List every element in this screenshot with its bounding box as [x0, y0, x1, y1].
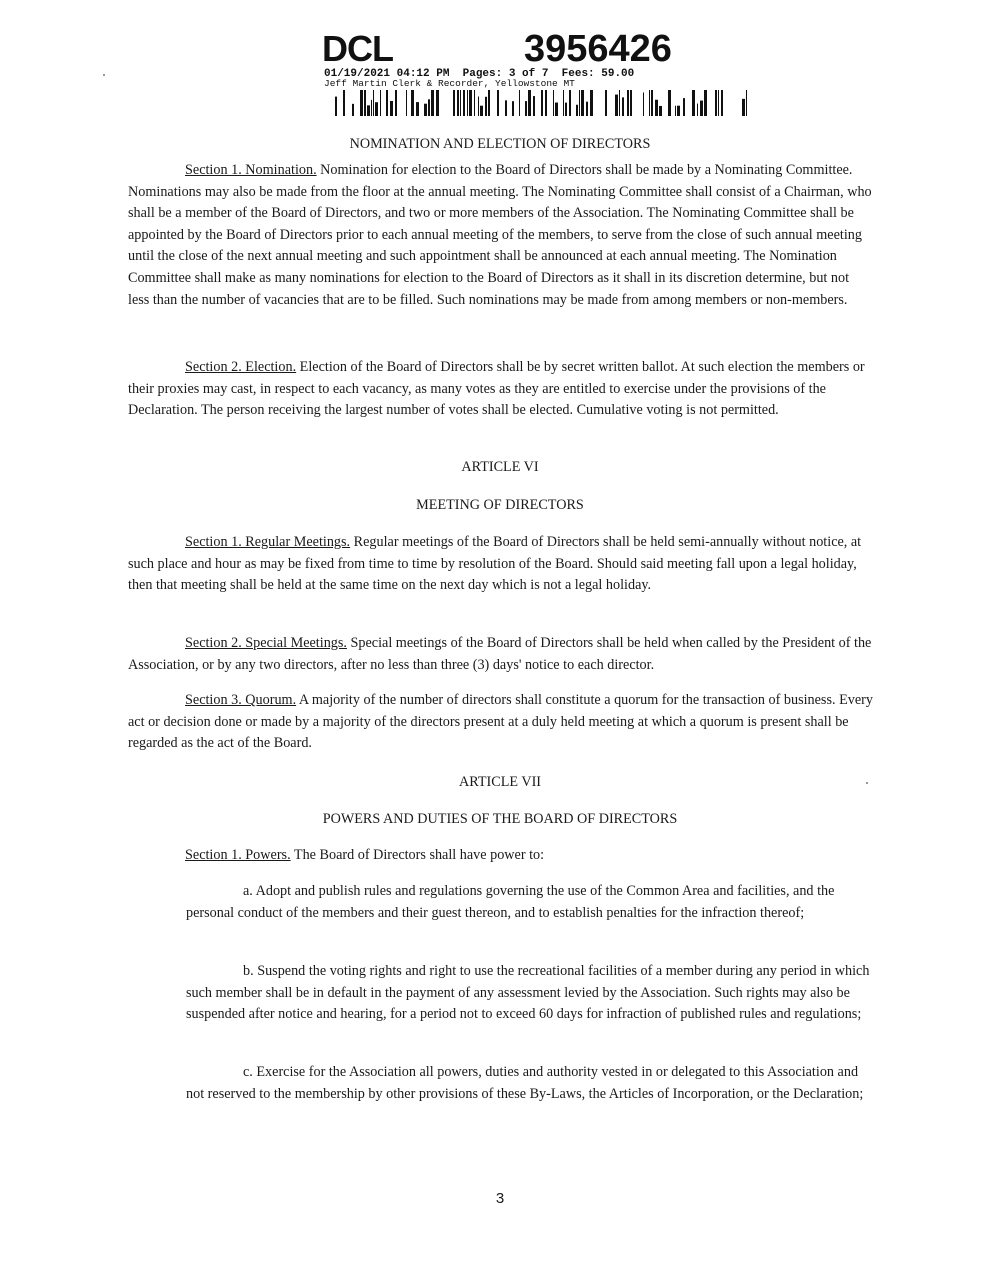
barcode-bar [485, 97, 487, 116]
barcode-bar [742, 99, 745, 116]
barcode-bar [428, 99, 430, 116]
barcode-bar [545, 90, 547, 116]
barcode-bar [474, 90, 475, 116]
powers-item-c: c. Exercise for the Association all powers, duties and authority vested in or delegated to this Association and not reserved to the membership by other provisions of these By-Laws, the Articles of Incorporation, or the Declaration; [186, 1064, 864, 1102]
barcode-bar [373, 90, 374, 116]
barcode-bar [488, 90, 490, 116]
section-election [128, 357, 873, 422]
barcode-bar [622, 97, 624, 116]
barcode-bar [343, 90, 345, 116]
barcode-bar [416, 102, 419, 116]
scan-speck [866, 782, 868, 784]
barcode-bar [411, 90, 414, 116]
section-powers [128, 845, 873, 867]
barcode-bar [615, 95, 618, 116]
section-powers-text: The Board of Directors shall have power to: [290, 847, 545, 863]
barcode-bar [469, 90, 472, 116]
page-number: 3 [495, 1190, 505, 1207]
barcode-bar [715, 90, 717, 116]
barcode-bar [463, 90, 465, 116]
barcode-bar [692, 90, 695, 116]
barcode-bar [525, 101, 527, 116]
barcode-bar [697, 104, 698, 116]
barcode-bar [367, 105, 370, 116]
heading-meeting: MEETING OF DIRECTORS [416, 497, 584, 513]
barcode-bar [457, 90, 459, 116]
section-special-meetings-label: Section 2. Special Meetings. [185, 635, 347, 651]
scan-speck [103, 74, 105, 76]
barcode-bar [541, 90, 543, 116]
section-quorum-label: Section 3. Quorum. [185, 692, 297, 708]
barcode-bar [675, 106, 676, 116]
barcode-bar [380, 90, 381, 116]
heading-nomination: NOMINATION AND ELECTION OF DIRECTORS [349, 136, 651, 152]
barcode-bar [643, 92, 644, 116]
article-vii-title: ARTICLE VII [458, 774, 542, 790]
section-quorum-text: A majority of the number of directors shall constitute a quorum for the transaction of business. Every act or decision done or made by a majority of the directors present at a duly held meeting at which a quorum is present shall be regarded as the act of the Board. [128, 692, 873, 752]
stamp-prefix: DCL [322, 28, 393, 69]
barcode-bar [581, 90, 584, 116]
barcode-bar [371, 100, 372, 116]
barcode-bar [364, 90, 366, 116]
barcode-bar [683, 98, 685, 116]
barcode-bar [395, 90, 397, 116]
barcode-bar [565, 103, 567, 116]
section-powers-label: Section 1. Powers. [185, 847, 291, 863]
barcode-bar [586, 102, 588, 116]
barcode-bar [406, 90, 407, 116]
barcode-bar [478, 97, 479, 116]
section-regular-meetings-label: Section 1. Regular Meetings. [185, 534, 351, 550]
barcode-bar [436, 90, 439, 116]
heading-powers: POWERS AND DUTIES OF THE BOARD OF DIRECTORS [322, 811, 678, 827]
barcode-bar [605, 90, 607, 116]
powers-item-b: b. Suspend the voting rights and right to use the recreational facilities of a member during any period in which such member shall be in default in the payment of any assessment levied by the Association. Such rights may also be suspended after notice and hearing, for a period not to exceed 60 days for infraction of published rules and regulations; [186, 963, 870, 1023]
barcode-bar [360, 90, 363, 116]
barcode-bar [519, 90, 520, 116]
barcode-bar [659, 106, 662, 116]
barcode-bar [352, 104, 354, 116]
barcode-bar [424, 104, 427, 116]
section-nomination [128, 160, 873, 311]
barcode-bar [579, 90, 580, 116]
barcode-bar [512, 101, 514, 116]
stamp-recording-info: 01/19/2021 04:12 PM Pages: 3 of 7 Fees: 59.00 [324, 68, 635, 80]
barcode-bar [460, 90, 461, 116]
barcode-bar [655, 100, 658, 116]
barcode-bar [431, 90, 434, 116]
barcode-bar [590, 90, 593, 116]
barcode-bar [533, 96, 535, 116]
barcode-bar [677, 106, 680, 116]
barcode-bar [453, 90, 455, 116]
barcode-bar [700, 101, 703, 116]
document-number: 3956426 [524, 28, 672, 70]
barcode-bar [569, 90, 571, 116]
section-nomination-text: Nomination for election to the Board of Directors shall be made by a Nominating Committee. Nominations may also be made from the floor at the annual meeting. The Nominating Committee shall consist of a Chairman, who shall be a member of the Board of Directors, and two or more members of the Association. The Nominating Committee shall be appointed by the Board of Directors prior to each annual meeting of the members, to serve from the close of such annual meeting until the close of the next annual meeting and such appointment shall be announced at each annual meeting. The Nomination Committee shall make as many nominations for election to the Board of Directors as it shall in its discretion determine, but not less than the number of vacancies that are to be filled. Such nominations may be made from among members or non-members. [128, 162, 872, 308]
powers-item-a: a. Adopt and publish rules and regulations governing the use of the Common Area and facilities, and the personal conduct of the members and their guest thereon, and to establish penalties for the infraction thereof; [186, 883, 835, 921]
barcode-bar [563, 90, 564, 116]
barcode-bar [630, 90, 632, 116]
stamp-recorder-name: Jeff Martin Clerk & Recorder, Yellowstone MT [324, 78, 575, 89]
section-special-meetings-text: Special meetings of the Board of Directors shall be held when called by the President of the Association, or by any two directors, after no less than three (3) days' notice to each director. [128, 635, 872, 673]
barcode-bar [718, 90, 719, 116]
barcode-bar [553, 90, 554, 116]
article-vi-title: ARTICLE VI [461, 459, 539, 475]
barcode-bar [746, 90, 747, 116]
section-election-text: Election of the Board of Directors shall be by secret written ballot. At such election the members or their proxies may cast, in respect to each vacancy, as many votes as they are entitled to exercise under the provisions of the Declaration. The person receiving the largest number of votes shall be elected. Cumulative voting is not permitted. [128, 359, 865, 419]
barcode-bar [555, 103, 558, 116]
barcode-bar [390, 101, 393, 116]
barcode-bar [480, 106, 483, 116]
barcode-bar [505, 100, 507, 116]
barcode-bar [649, 90, 650, 116]
barcode-bar [619, 90, 620, 116]
barcode-bar [704, 90, 707, 116]
barcode-bar [335, 97, 337, 116]
barcode-bar [497, 90, 499, 116]
barcode-bar [668, 90, 671, 116]
barcode-bar [467, 90, 468, 116]
barcode-bar [576, 105, 578, 116]
barcode-bar [627, 90, 629, 116]
section-special-meetings [128, 633, 873, 676]
section-election-label: Section 2. Election. [185, 359, 297, 375]
section-regular-meetings [128, 532, 873, 597]
barcode-bar [528, 90, 531, 116]
barcode-bar [375, 102, 378, 116]
barcode-bar [651, 90, 653, 116]
barcode [324, 90, 749, 116]
section-nomination-label: Section 1. Nomination. [185, 162, 317, 178]
section-regular-meetings-text: Regular meetings of the Board of Directors shall be held semi-annually without notice, at such place and hour as may be fixed from time to time by resolution of the Board. Should said meeting fall upon a legal holiday, then that meeting shall be held at the same time on the next day which is not a legal holiday. [128, 534, 862, 594]
barcode-bar [721, 90, 723, 116]
recording-stamp [322, 30, 752, 120]
section-quorum [128, 690, 873, 755]
barcode-bar [386, 90, 388, 116]
